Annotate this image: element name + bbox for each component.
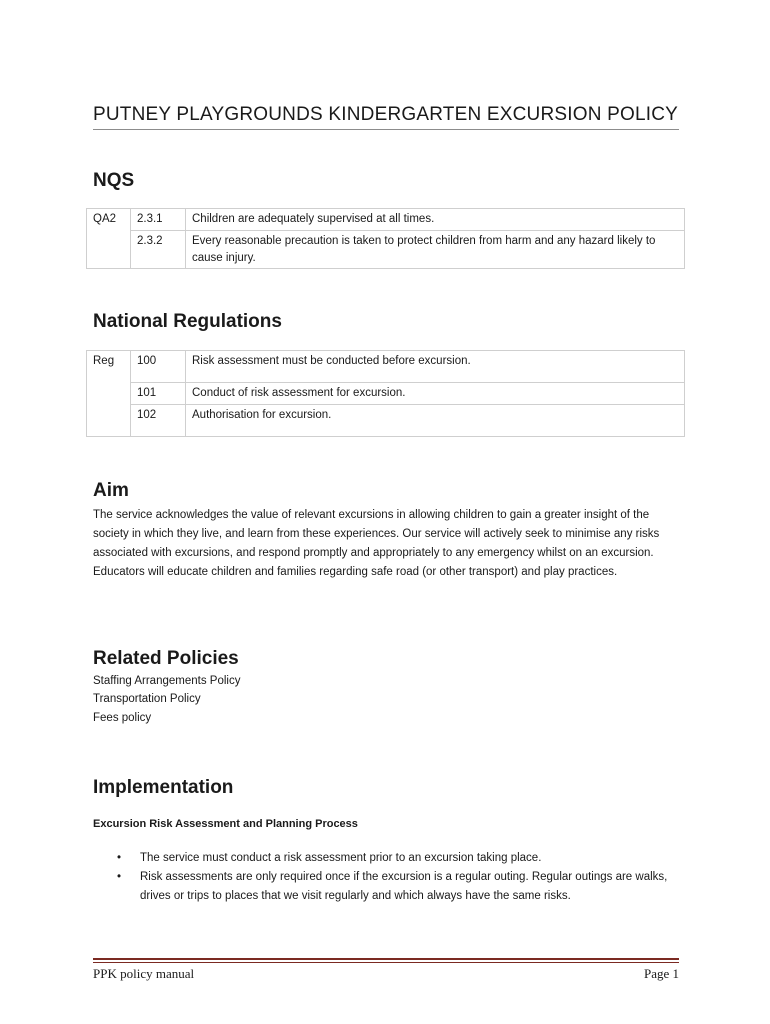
list-item xyxy=(114,868,679,906)
text-cell: Authorisation for excursion. xyxy=(186,405,685,437)
code-cell: 101 xyxy=(131,383,186,405)
text-cell: Children are adequately supervised at all times. xyxy=(186,209,685,231)
code-cell: 2.3.1 xyxy=(131,209,186,231)
footer-manual-title: PPK policy manual xyxy=(93,966,195,981)
regulations-table xyxy=(86,350,685,437)
bullet-text: Risk assessments are only required once if the excursion is a regular outing. Regular outings are walks, drives or trips to places that we visit regularly and which always have the same risks. xyxy=(140,871,668,902)
nqs-heading: NQS xyxy=(93,170,135,191)
code-cell: 2.3.2 xyxy=(131,231,186,269)
bullet-text: The service must conduct a risk assessment prior to an excursion taking place. xyxy=(140,852,542,864)
related-policy-item: Transportation Policy xyxy=(93,693,201,705)
related-policy-item: Fees policy xyxy=(93,712,152,724)
text-cell: Conduct of risk assessment for excursion. xyxy=(186,383,685,405)
code-cell: 102 xyxy=(131,405,186,437)
text-cell: Risk assessment must be conducted before excursion. xyxy=(186,351,685,383)
aim-heading: Aim xyxy=(93,480,129,501)
related-policies-heading: Related Policies xyxy=(93,648,239,669)
nqs-table xyxy=(86,208,685,269)
implementation-heading: Implementation xyxy=(93,777,234,798)
bullet-icon: • xyxy=(117,852,122,864)
list-item xyxy=(114,849,679,868)
qa-cell: QA2 xyxy=(87,209,131,269)
text-cell: Every reasonable precaution is taken to protect children from harm and any hazard likely to cause injury. xyxy=(186,231,685,269)
table-row xyxy=(87,405,685,437)
footer-divider xyxy=(93,962,679,963)
document-title: PUTNEY PLAYGROUNDS KINDERGARTEN EXCURSION POLICY xyxy=(93,104,679,130)
related-policy-item: Staffing Arrangements Policy xyxy=(93,675,241,687)
reg-label-cell: Reg xyxy=(87,351,131,437)
code-cell: 100 xyxy=(131,351,186,383)
table-row xyxy=(87,209,685,231)
table-row xyxy=(87,383,685,405)
implementation-subheading: Excursion Risk Assessment and Planning Process xyxy=(93,818,358,830)
regulations-heading: National Regulations xyxy=(93,311,282,332)
table-row xyxy=(87,231,685,269)
footer-divider xyxy=(93,958,679,960)
bullet-icon: • xyxy=(117,871,122,883)
implementation-bullet-list xyxy=(114,849,679,906)
aim-paragraph: The service acknowledges the value of relevant excursions in allowing children to gain a greater insight of the society in which they live, and learn from these experiences. Our service will actively seek to minimise any risks associated with excursions, and respond promptly and appropriately to any emergency whilst on an excursion. Educators will educate children and families regarding safe road (or other transport) and play practices. xyxy=(93,509,660,578)
table-row xyxy=(87,351,685,383)
footer-page-number: Page 1 xyxy=(643,966,679,981)
